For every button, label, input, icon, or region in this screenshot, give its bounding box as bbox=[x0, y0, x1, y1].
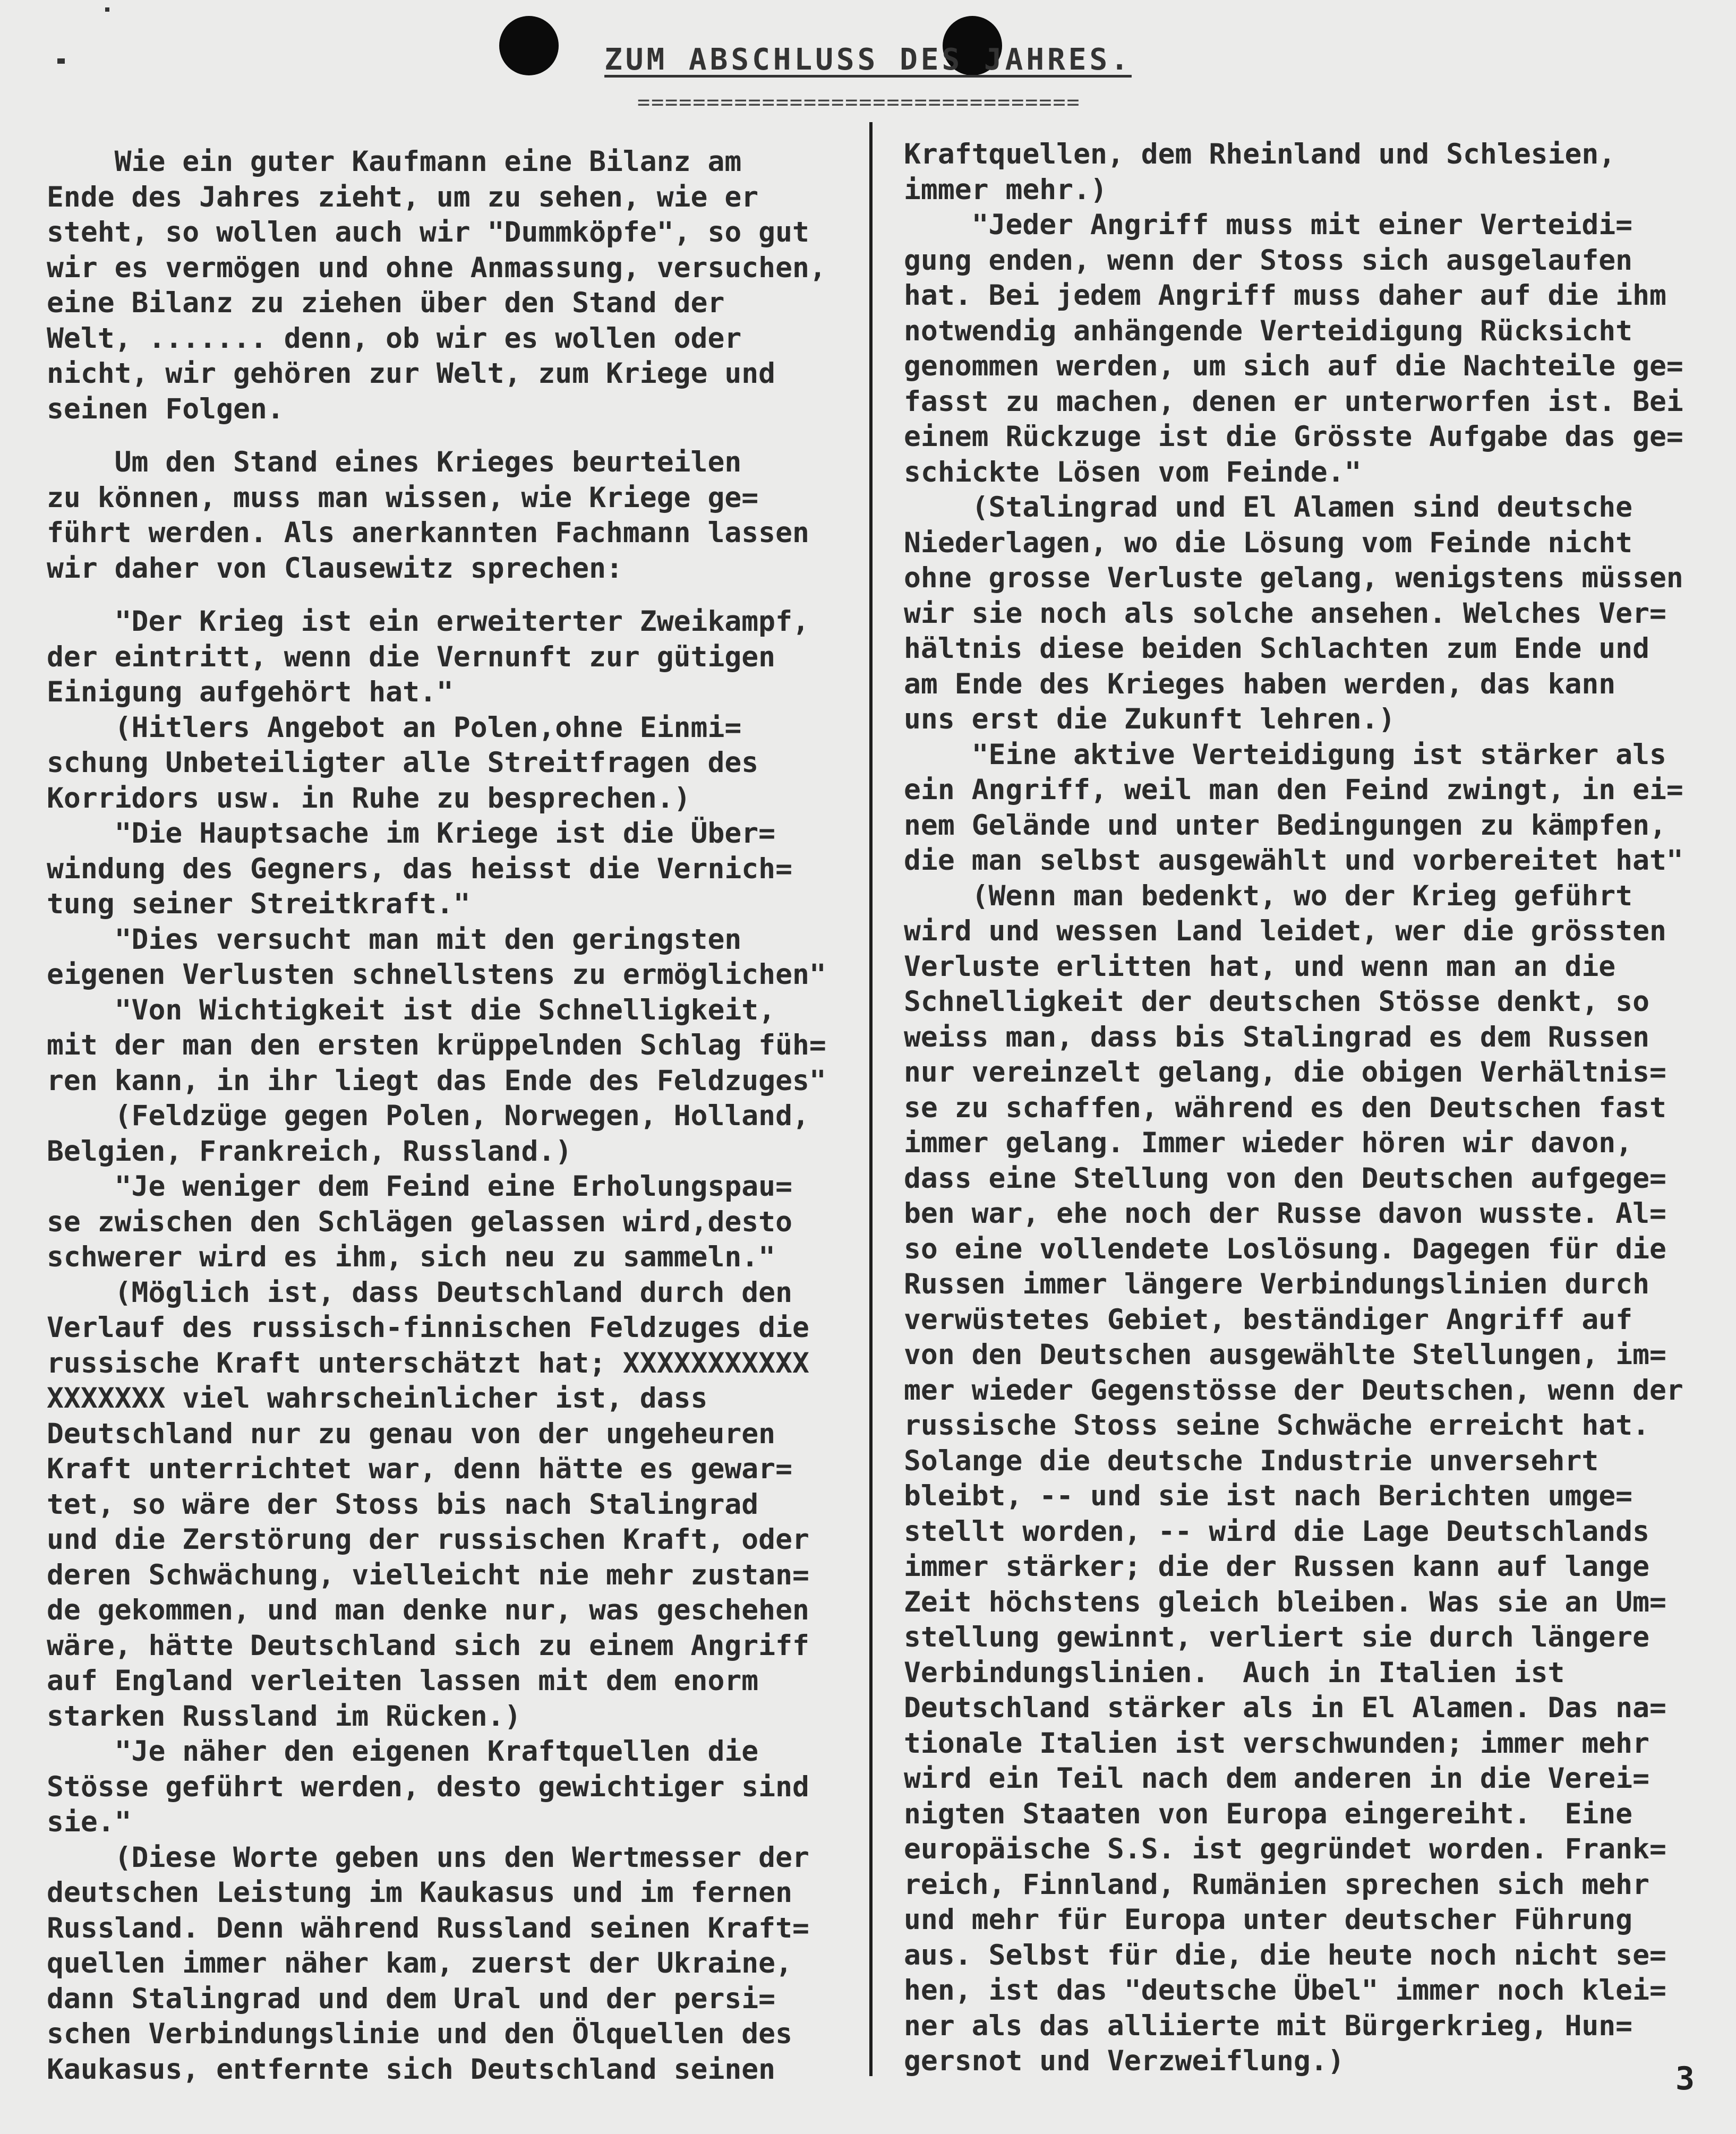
text-line: und mehr für Europa unter deutscher Führung bbox=[904, 1904, 1633, 1936]
text-line: ner als das alliierte mit Bürgerkrieg, Hun= bbox=[904, 2009, 1633, 2042]
text-line: de gekommen, und man denke nur, was geschehen bbox=[47, 1594, 809, 1626]
text-line: "Die Hauptsache im Kriege ist die Über= bbox=[47, 817, 776, 850]
text-line: immer gelang. Immer wieder hören wir davon, bbox=[904, 1127, 1633, 1159]
title-double-rule: ================================ bbox=[637, 90, 1081, 115]
text-line: bleibt, -- und sie ist nach Berichten umge= bbox=[904, 1480, 1633, 1512]
text-line: europäische S.S. ist gegründet worden. Frank= bbox=[904, 1833, 1666, 1865]
text-line: ein Angriff, weil man den Feind zwingt, in ei= bbox=[904, 774, 1683, 806]
text-line: "Je weniger dem Feind eine Erholungspau= bbox=[47, 1170, 792, 1203]
text-line: mit der man den ersten krüppelnden Schlag füh= bbox=[47, 1029, 826, 1061]
text-line: wird ein Teil nach dem anderen in die Verei= bbox=[904, 1762, 1649, 1795]
text-line: Korridors usw. in Ruhe zu besprechen.) bbox=[47, 782, 691, 815]
page-title: ZUM ABSCHLUSS DES JAHRES. bbox=[604, 42, 1132, 77]
page-number: 3 bbox=[1675, 2060, 1695, 2097]
text-line: ren kann, in ihr liegt das Ende des Feldzuges" bbox=[47, 1064, 826, 1097]
text-line: Solange die deutsche Industrie unversehrt bbox=[904, 1444, 1599, 1477]
text-line: wird und wessen Land leidet, wer die grössten bbox=[904, 915, 1666, 947]
text-line: notwendig anhängende Verteidigung Rücksicht bbox=[904, 314, 1633, 347]
text-line: "Dies versucht man mit den geringsten bbox=[47, 923, 742, 956]
column-divider bbox=[869, 122, 873, 2076]
text-line: (Stalingrad und El Alamen sind deutsche bbox=[904, 491, 1633, 524]
text-line: weiss man, dass bis Stalingrad es dem Russen bbox=[904, 1021, 1649, 1053]
text-line: Kaukasus, entfernte sich Deutschland seinen bbox=[47, 2053, 776, 2086]
text-line: schwerer wird es ihm, sich neu zu sammeln." bbox=[47, 1241, 776, 1273]
text-line: am Ende des Krieges haben werden, das kann bbox=[904, 667, 1616, 700]
text-line: Deutschland stärker als in El Alamen. Das na= bbox=[904, 1692, 1666, 1724]
text-line: schen Verbindungslinie und den Ölquellen des bbox=[47, 2018, 792, 2050]
text-line: auf England verleiten lassen mit dem enorm bbox=[47, 1665, 759, 1697]
text-line: fasst zu machen, denen er unterworfen ist. Bei bbox=[904, 385, 1683, 418]
text-line: "Von Wichtigkeit ist die Schnelligkeit, bbox=[47, 993, 776, 1026]
text-line: ohne grosse Verluste gelang, wenigstens müssen bbox=[904, 562, 1683, 594]
text-line: genommen werden, um sich auf die Nachteile ge= bbox=[904, 350, 1683, 382]
text-line: russische Kraft unterschätzt hat; XXXXXXXXXXX bbox=[47, 1347, 809, 1379]
text-line: Belgien, Frankreich, Russland.) bbox=[47, 1135, 572, 1168]
text-line: quellen immer näher kam, zuerst der Ukraine, bbox=[47, 1947, 792, 1979]
text-line: Kraft unterrichtet war, denn hätte es gewar= bbox=[47, 1453, 792, 1485]
paragraph-gap bbox=[47, 586, 865, 604]
text-line: stellt worden, -- wird die Lage Deutschlands bbox=[904, 1515, 1649, 1548]
text-line: hältnis diese beiden Schlachten zum Ende und bbox=[904, 632, 1649, 665]
text-line: deren Schwächung, vielleicht nie mehr zustan= bbox=[47, 1558, 809, 1591]
text-line: Niederlagen, wo die Lösung vom Feinde nicht bbox=[904, 526, 1633, 559]
text-line: gersnot und Verzweiflung.) bbox=[904, 2045, 1345, 2077]
text-line: (Feldzüge gegen Polen, Norwegen, Holland, bbox=[47, 1100, 809, 1132]
text-line: die man selbst ausgewählt und vorbereitet hat" bbox=[904, 844, 1683, 877]
text-line: mer wieder Gegenstösse der Deutschen, wenn der bbox=[904, 1374, 1683, 1407]
text-line: zu können, muss man wissen, wie Kriege ge= bbox=[47, 481, 759, 514]
text-line: wir es vermögen und ohne Anmassung, versuchen, bbox=[47, 251, 826, 284]
text-line: starken Russland im Rücken.) bbox=[47, 1700, 521, 1733]
text-line: reich, Finnland, Rumänien sprechen sich mehr bbox=[904, 1868, 1649, 1901]
text-line: Kraftquellen, dem Rheinland und Schlesien, bbox=[904, 138, 1616, 170]
text-line: dann Stalingrad und dem Ural und der persi= bbox=[47, 1982, 776, 2015]
text-line: Russen immer längere Verbindungslinien durch bbox=[904, 1268, 1649, 1300]
text-line: Deutschland nur zu genau von der ungeheuren bbox=[47, 1417, 776, 1450]
text-line: se zwischen den Schlägen gelassen wird,desto bbox=[47, 1205, 792, 1238]
text-line: tet, so wäre der Stoss bis nach Stalingrad bbox=[47, 1488, 759, 1521]
text-line: wir daher von Clausewitz sprechen: bbox=[47, 552, 623, 585]
text-line: "Je näher den eigenen Kraftquellen die bbox=[47, 1735, 759, 1768]
text-line: nem Gelände und unter Bedingungen zu kämpfen, bbox=[904, 809, 1666, 842]
text-line: XXXXXXX viel wahrscheinlicher ist, dass bbox=[47, 1382, 708, 1415]
text-line: schickte Lösen vom Feinde." bbox=[904, 456, 1362, 488]
text-line: Zeit höchstens gleich bleiben. Was sie an Um= bbox=[904, 1585, 1666, 1618]
text-line: Welt, ....... denn, ob wir es wollen oder bbox=[47, 322, 742, 355]
text-line: eigenen Verlusten schnellstens zu ermöglichen" bbox=[47, 958, 826, 991]
text-line: immer stärker; die der Russen kann auf lange bbox=[904, 1550, 1649, 1583]
text-line: Einigung aufgehört hat." bbox=[47, 676, 454, 708]
text-line: der eintritt, wenn die Vernunft zur gütigen bbox=[47, 640, 776, 673]
text-line: stellung gewinnt, verliert sie durch längere bbox=[904, 1621, 1649, 1653]
text-line: hen, ist das "deutsche Übel" immer noch klei= bbox=[904, 1974, 1666, 2007]
text-line: nigten Staaten von Europa eingereiht. Eine bbox=[904, 1797, 1633, 1830]
text-line: Schnelligkeit der deutschen Stösse denkt, so bbox=[904, 985, 1649, 1018]
text-line: seinen Folgen. bbox=[47, 392, 284, 425]
text-line: uns erst die Zukunft lehren.) bbox=[904, 703, 1396, 735]
text-line: Um den Stand eines Krieges beurteilen bbox=[47, 446, 742, 478]
text-line: steht, so wollen auch wir "Dummköpfe", so gut bbox=[47, 216, 809, 248]
text-line: (Hitlers Angebot an Polen,ohne Einmi= bbox=[47, 711, 742, 744]
text-line: wir sie noch als solche ansehen. Welches Ver= bbox=[904, 597, 1666, 630]
text-line: "Eine aktive Verteidigung ist stärker als bbox=[904, 738, 1666, 771]
text-line: (Wenn man bedenkt, wo der Krieg geführt bbox=[904, 879, 1633, 912]
text-line: Wie ein guter Kaufmann eine Bilanz am bbox=[47, 145, 742, 178]
text-line: schung Unbeteiligter alle Streitfragen des bbox=[47, 747, 759, 779]
text-line: deutschen Leistung im Kaukasus und im fernen bbox=[47, 1876, 792, 1909]
text-line: windung des Gegners, das heisst die Vernich= bbox=[47, 852, 792, 885]
text-line: führt werden. Als anerkannten Fachmann lassen bbox=[47, 517, 809, 549]
text-line: Verlauf des russisch-finnischen Feldzuges die bbox=[47, 1312, 809, 1344]
text-line: ben war, ehe noch der Russe davon wusste. Al= bbox=[904, 1197, 1666, 1230]
text-line: Russland. Denn während Russland seinen Kraft= bbox=[47, 1912, 809, 1944]
text-line: dass eine Stellung von den Deutschen aufgege= bbox=[904, 1162, 1666, 1195]
left-column bbox=[47, 144, 865, 2087]
text-line: russische Stoss seine Schwäche erreicht hat. bbox=[904, 1409, 1649, 1442]
text-line: (Diese Worte geben uns den Wertmesser der bbox=[47, 1841, 809, 1874]
text-line: "Jeder Angriff muss mit einer Verteidi= bbox=[904, 209, 1633, 241]
text-line: von den Deutschen ausgewählte Stellungen, im= bbox=[904, 1339, 1666, 1371]
text-line: Verluste erlitten hat, und wenn man an die bbox=[904, 950, 1616, 983]
paragraph-gap bbox=[47, 427, 865, 445]
text-line: so eine vollendete Loslösung. Dagegen für die bbox=[904, 1232, 1666, 1265]
text-line: nur vereinzelt gelang, die obigen Verhältnis= bbox=[904, 1056, 1666, 1089]
text-line: Ende des Jahres zieht, um zu sehen, wie er bbox=[47, 181, 759, 213]
text-line: "Der Krieg ist ein erweiterter Zweikampf, bbox=[47, 605, 809, 638]
text-line: Verbindungslinien. Auch in Italien ist bbox=[904, 1656, 1565, 1689]
text-line: eine Bilanz zu ziehen über den Stand der bbox=[47, 287, 725, 319]
text-line: immer mehr.) bbox=[904, 173, 1107, 206]
text-line: sie." bbox=[47, 1806, 132, 1838]
text-line: tung seiner Streitkraft." bbox=[47, 888, 471, 920]
text-line: (Möglich ist, dass Deutschland durch den bbox=[47, 1276, 792, 1309]
text-line: tionale Italien ist verschwunden; immer mehr bbox=[904, 1727, 1649, 1760]
text-line: Stösse geführt werden, desto gewichtiger sind bbox=[47, 1770, 809, 1803]
paper-speck bbox=[105, 7, 109, 12]
text-line: und die Zerstörung der russischen Kraft, oder bbox=[47, 1523, 809, 1556]
text-line: nicht, wir gehören zur Welt, zum Kriege und bbox=[47, 357, 776, 390]
right-column bbox=[904, 137, 1722, 2079]
text-line: hat. Bei jedem Angriff muss daher auf die ihm bbox=[904, 279, 1666, 312]
text-line: aus. Selbst für die, die heute noch nicht se= bbox=[904, 1939, 1666, 1972]
text-line: wäre, hätte Deutschland sich zu einem Angriff bbox=[47, 1629, 809, 1662]
text-line: verwüstetes Gebiet, beständiger Angriff auf bbox=[904, 1303, 1633, 1336]
text-line: gung enden, wenn der Stoss sich ausgelaufen bbox=[904, 244, 1633, 277]
text-line: einem Rückzuge ist die Grösste Aufgabe das ge= bbox=[904, 421, 1683, 453]
text-line: se zu schaffen, während es den Deutschen fast bbox=[904, 1091, 1666, 1124]
